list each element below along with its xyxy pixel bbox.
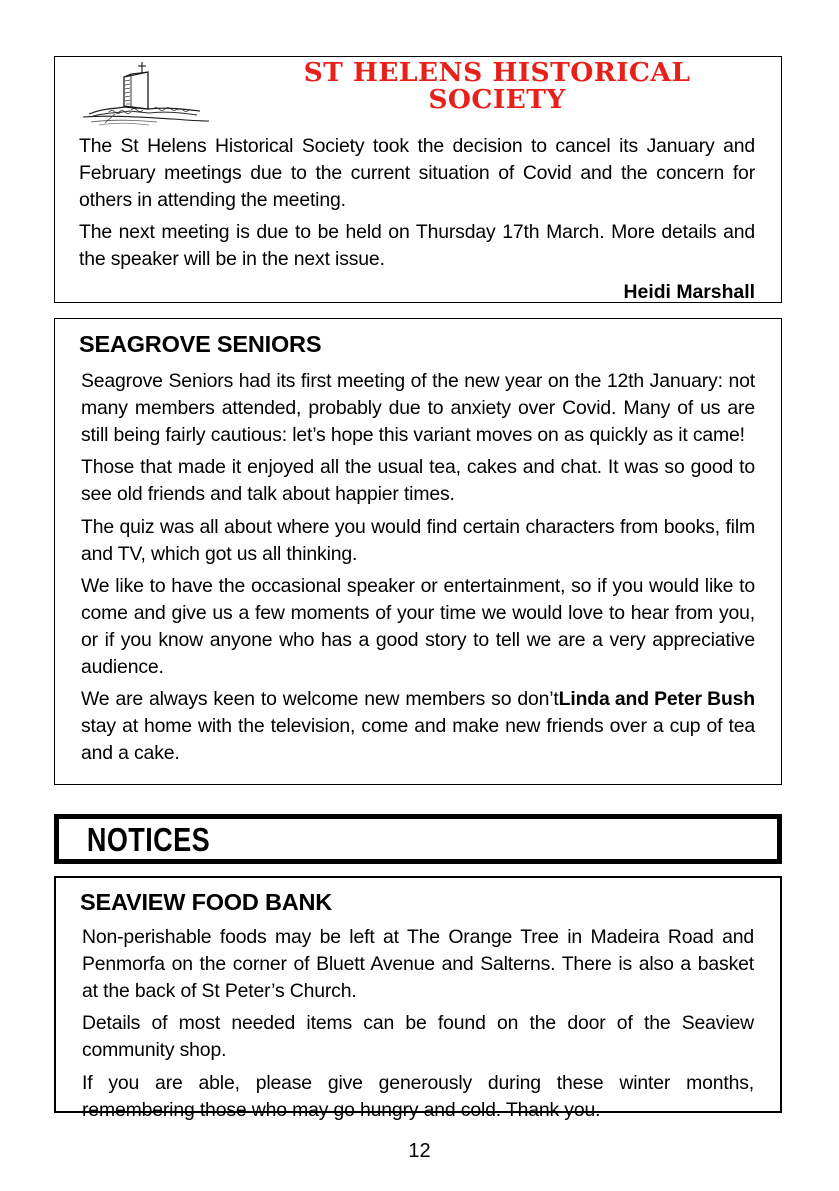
paragraph: Seagrove Seniors had its first meeting of the new year on the 12th January: not many members attended, probably due to anxiety over Covid. Many of us are still being fairly cautious: let’s hope this variant moves on as quickly as it came! — [81, 370, 755, 446]
paragraph: The St Helens Historical Society took the decision to cancel its January and February meetings due to the current situation of Covid and the concern for others in attending the meeting. — [79, 135, 755, 211]
article-attribution: Linda and Peter Bush — [558, 688, 755, 711]
society-title-line2: SOCIETY — [428, 84, 566, 116]
section-heading: SEAGROVE SENIORS — [79, 331, 322, 357]
article-seagrove-seniors — [54, 318, 782, 785]
paragraph: Details of most needed items can be found on the door of the Seaview community shop. — [82, 1012, 754, 1062]
paragraph — [81, 686, 755, 766]
society-body — [55, 133, 781, 306]
notices-section-banner — [54, 814, 782, 864]
paragraph: We like to have the occasional speaker or entertainment, so if you would like to come and give us a few moments of your time we would love to hear from you, or if you know anyone who has a good story to tell we are a very appreciative audience. — [81, 575, 755, 678]
article-attribution: Heidi Marshall — [623, 280, 755, 303]
paragraph-text: We are always keen to welcome new members so don’t stay at home with the television, come and make new friends over a cup of tea and a cake. — [81, 688, 755, 764]
page-number: 12 — [408, 1140, 431, 1162]
paragraph: The quiz was all about where you would find certain characters from books, film and TV, which got us all thinking. — [81, 515, 755, 565]
article-seaview-food-bank — [54, 876, 782, 1121]
seamark-tower-sketch-icon — [55, 57, 239, 129]
paragraph: The next meeting is due to be held on Thursday 17th March. More details and the speaker will be in the next issue. — [79, 221, 755, 271]
society-header — [55, 57, 781, 133]
paragraph: Non-perishable foods may be left at The Orange Tree in Madeira Road and Penmorfa on the corner of Bluett Avenue and Salterns. There is also a basket at the back of St Peter’s Church. — [82, 926, 754, 1002]
society-title-line1: ST HELENS HISTORICAL — [303, 57, 691, 88]
paragraph: Those that made it enjoyed all the usual tea, cakes and chat. It was so good to see old friends and talk about happier times. — [81, 456, 755, 506]
paragraph: If you are able, please give generously during these winter months, remembering those who may go hungry and cold. Thank you. — [82, 1071, 754, 1121]
foodbank-body — [56, 878, 780, 1123]
notices-banner-label: NOTICES — [86, 820, 211, 858]
article-st-helens-historical-society — [54, 56, 782, 303]
society-title — [239, 57, 781, 114]
seagrove-body — [55, 319, 781, 767]
section-heading: SEAVIEW FOOD BANK — [80, 889, 333, 915]
